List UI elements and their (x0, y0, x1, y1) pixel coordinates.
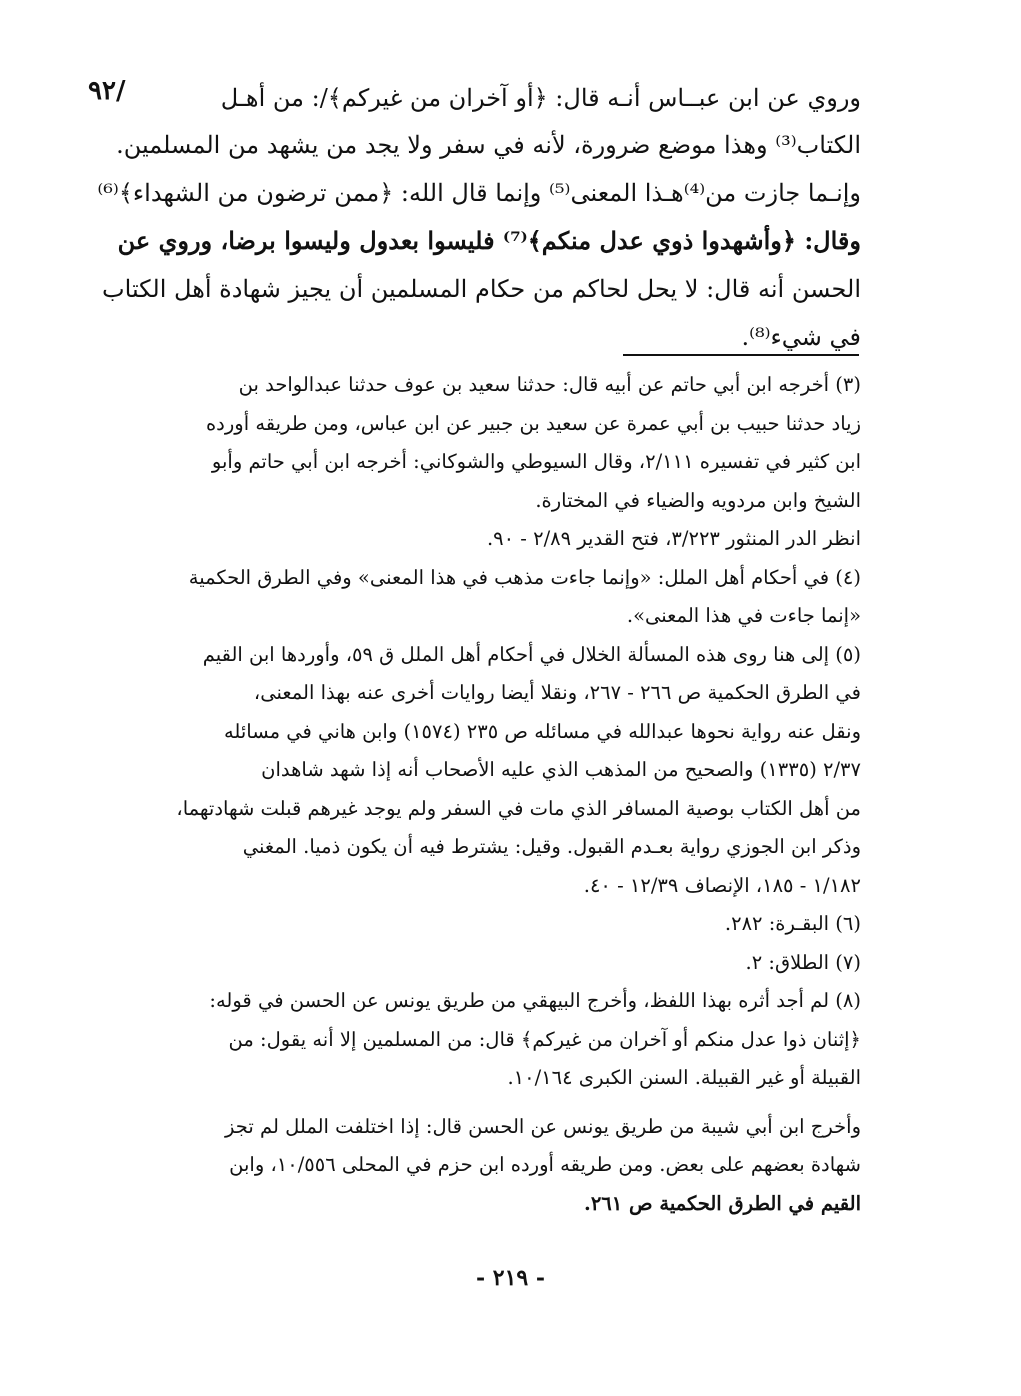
manuscript-folio-mark: ٩٢/ (88, 76, 126, 106)
footnote-line: (٣) أخرجه ابن أبي حاتم عن أبيه قال: حدثنا سعيد بن عوف حدثنا عبدالواحد بن (238, 373, 861, 396)
footnote-line: (٧) الطلاق: ٢. (745, 950, 861, 974)
footnote-line: وذكر ابن الجوزي رواية بعـدم القبول. وقيل: يشترط فيه أن يكون ذميا. المغني (242, 835, 861, 858)
main-text-line: وقال: ﴿وأشهدوا ذوي عدل منكم﴾⁽⁷⁾ فليسوا بعدول وليسوا برضا، وروي عن (117, 226, 861, 255)
footnote-line: انظر الدر المنثور ٣/٢٢٣، فتح القدير ٢/٨٩ - ٩٠. (486, 527, 861, 550)
footnote-line: (٦) البقـرة: ٢٨٢. (724, 912, 861, 935)
footnote-line: القيم في الطرق الحكمية ص ٢٦١. (584, 1191, 861, 1215)
footnote-line: الشيخ وابن مردويه والضياء في المختارة. (535, 488, 861, 512)
footnote-line: «إنما جاءت في هذا المعنى». (626, 604, 861, 627)
footnote-line: وأخرج ابن أبي شيبة من طريق يونس عن الحسن قال: إذا اختلفت الملل لم تجز (225, 1114, 861, 1138)
footnote-line: (٨) لم أجد أثره بهذا اللفظ، وأخرج البيهقي من طريق يونس عن الحسن في قوله: (209, 989, 861, 1012)
footnote-line: ٢/٣٧ (١٣٣٥) والصحيح من المذهب الذي عليه الأصحاب أنه إذا شهد شاهدان (261, 758, 861, 781)
main-text-line: الكتاب⁽³⁾ وهذا موضع ضرورة، لأنه في سفر ولا يجد من يشهد من المسلمين. (116, 131, 861, 159)
footnote-line: (٤) في أحكام أهل الملل: «وإنما جاءت مذهب في هذا المعنى» وفي الطرق الحكمية (188, 565, 861, 589)
main-text-line: وإنـما جازت من⁽⁴⁾هـذا المعنى⁽⁵⁾ وإنما قال الله: ﴿ممن ترضون من الشهداء﴾⁽⁶⁾ (97, 179, 861, 207)
footnote-line: في الطرق الحكمية ص ٢٦٦ - ٢٦٧، ونقلا أيضا روايات أخرى عنه بهذا المعنى، (253, 681, 861, 704)
main-text-line: الحسن أنه قال: لا يحل لحاكم من حكام المسلمين أن يجيز شهادة أهل الكتاب (102, 275, 861, 303)
footnote-separator (623, 354, 859, 356)
main-text-line: في شيء⁽⁸⁾. (741, 323, 861, 351)
footnote-line: القبيلة أو غير القبيلة. السنن الكبرى ١٠/١٦٤. (507, 1066, 861, 1089)
footnote-line: زياد حدثنا حبيب بن أبي عمرة عن سعيد بن جبير عن ابن عباس، ومن طريقه أورده (205, 411, 861, 435)
footnotes-block (145, 366, 861, 1223)
main-text-block (150, 76, 861, 121)
page-number: - ٢١٩ - (475, 1265, 546, 1291)
footnote-gap (145, 1098, 861, 1108)
footnote-line: ١/١٨٢ - ١٨٥، الإنصاف ١٢/٣٩ - ٤٠. (583, 873, 861, 897)
footnote-line: ابن كثير في تفسيره ٢/١١١، وقال السيوطي والشوكاني: أخرجه ابن أبي حاتم وأبو (211, 450, 861, 473)
footnote-line: شهادة بعضهم على بعض. ومن طريقه أورده ابن حزم في المحلى ١٠/٥٥٦، وابن (229, 1153, 861, 1176)
footnote-line: (٥) إلى هنا روى هذه المسألة الخلال في أحكام أهل الملل ق ٥٩، وأوردها ابن القيم (202, 642, 861, 666)
main-text-continued (97, 121, 861, 361)
footnote-line: ونقل عنه رواية نحوها عبدالله في مسائله ص ٢٣٥ (١٥٧٤) وابن هاني في مسائله (223, 719, 861, 743)
main-text-line: وروي عن ابن عبــاس أنـه قال: ﴿أو آخران من غيركم﴾/: من أهـل (220, 84, 861, 112)
footnote-line: من أهل الكتاب بوصية المسافر الذي مات في السفر ولم يوجد غيرهم قبلت شهادتهما، (176, 796, 861, 820)
footnote-line: ﴿إثنان ذوا عدل منكم أو آخران من غيركم﴾ قال: من المسلمين إلا أنه يقول: من (228, 1027, 861, 1051)
